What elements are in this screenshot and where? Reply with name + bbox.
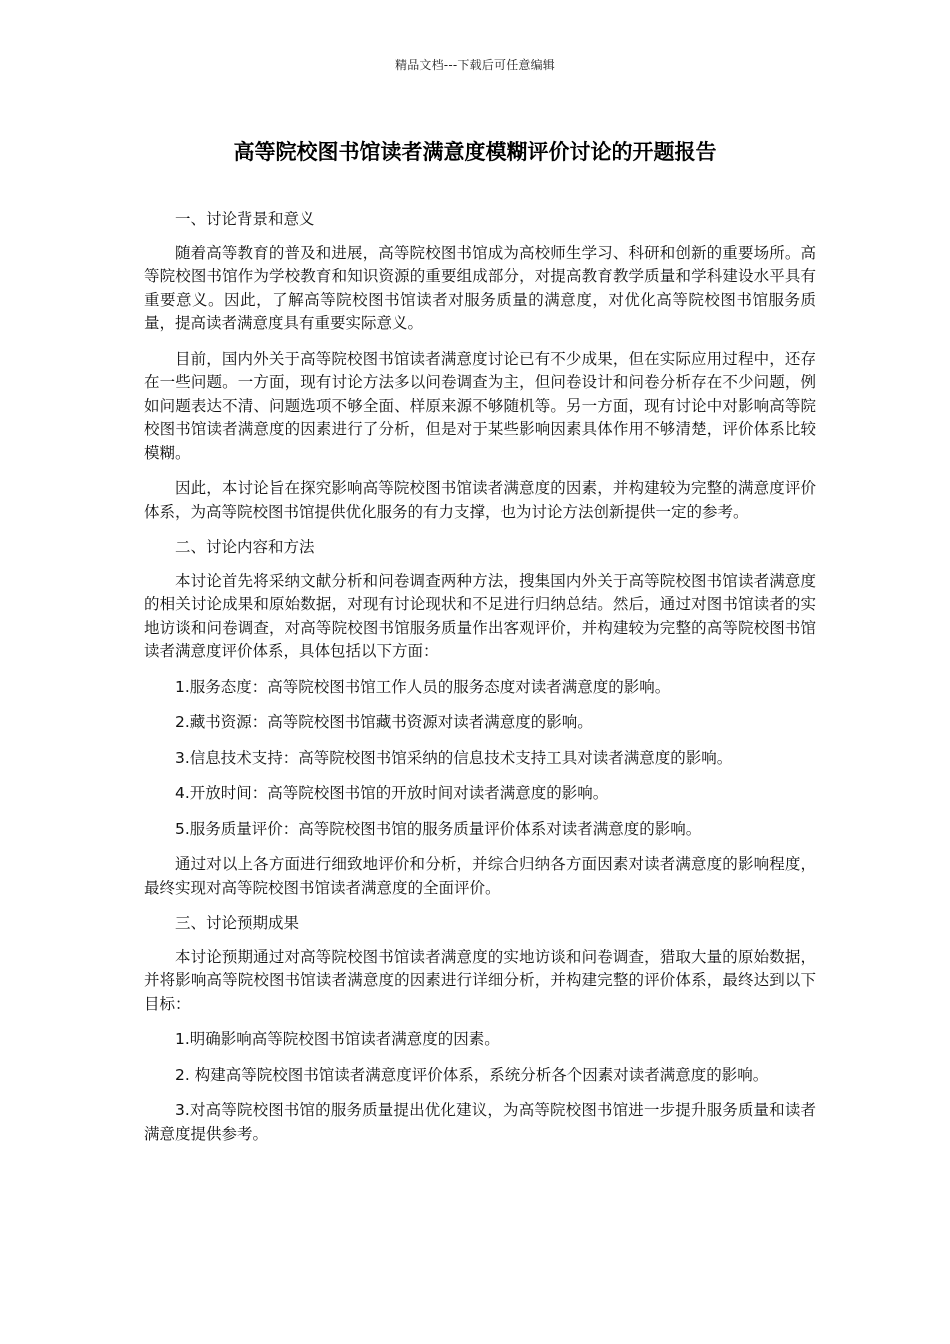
list-item-goal-1: 1.明确影响高等院校图书馆读者满意度的因素。: [175, 1030, 500, 1048]
paragraph-3: 因此，本讨论旨在探究影响高等院校图书馆读者满意度的因素，并构建较为完整的满意度评价体系，为高等院校图书馆提供优化服务的有力支撑，也为讨论方法创新提供一定的参考。: [144, 479, 816, 521]
paragraph-6: 本讨论预期通过对高等院校图书馆读者满意度的实地访谈和问卷调查，猎取大量的原始数据，并将影响高等院校图书馆读者满意度的因素进行详细分析，并构建完整的评价体系，最终达到以下目标：: [144, 947, 816, 1013]
paragraph-4: 本讨论首先将采纳文献分析和问卷调查两种方法，搜集国内外关于高等院校图书馆读者满意度的相关讨论成果和原始数据，对现有讨论现状和不足进行归纳总结。然后，通过对图书馆读者的实地访谈和问卷调查，对高等院校图书馆服务质量作出客观评价，并构建较为完整的高等院校图书馆读者满意度评价体系，具体包括以下方面：: [144, 571, 816, 660]
section-heading-2: 二、讨论内容和方法: [175, 538, 315, 556]
document-title: 高等院校图书馆读者满意度模糊评价讨论的开题报告: [233, 140, 717, 164]
section-heading-1: 一、讨论背景和意义: [175, 210, 315, 228]
list-item-quality-evaluation: 5.服务质量评价：高等院校图书馆的服务质量评价体系对读者满意度的影响。: [175, 819, 702, 838]
list-item-goal-2: 2. 构建高等院校图书馆读者满意度评价体系，系统分析各个因素对读者满意度的影响。: [175, 1065, 769, 1084]
document-body: [144, 208, 816, 1158]
list-item-it-support: 3.信息技术支持：高等院校图书馆采纳的信息技术支持工具对读者满意度的影响。: [175, 748, 733, 767]
section-heading-3: 三、讨论预期成果: [175, 914, 300, 932]
list-item-service-attitude: 1.服务态度：高等院校图书馆工作人员的服务态度对读者满意度的影响。: [175, 677, 671, 696]
header-note: 精品文档---下载后可任意编辑: [395, 58, 555, 72]
paragraph-2: 目前，国内外关于高等院校图书馆读者满意度讨论已有不少成果，但在实际应用过程中，还存在一些问题。一方面，现有讨论方法多以问卷调查为主，但问卷设计和问卷分析存在不少问题，例如问题表达不清、问题选项不够全面、样原来源不够随机等。另一方面，现有讨论中对影响高等院校图书馆读者满意度的因素进行了分析，但是对于某些影响因素具体作用不够清楚，评价体系比较模糊。: [144, 349, 816, 462]
paragraph-5: 通过对以上各方面进行细致地评价和分析，并综合归纳各方面因素对读者满意度的影响程度，最终实现对高等院校图书馆读者满意度的全面评价。: [144, 855, 816, 897]
list-item-collection: 2.藏书资源：高等院校图书馆藏书资源对读者满意度的影响。: [175, 713, 593, 731]
list-item-goal-3: 3.对高等院校图书馆的服务质量提出优化建议，为高等院校图书馆进一步提升服务质量和读者满意度提供参考。: [144, 1101, 816, 1143]
paragraph-1: 随着高等教育的普及和进展，高等院校图书馆成为高校师生学习、科研和创新的重要场所。高等院校图书馆作为学校教育和知识资源的重要组成部分，对提高教育教学质量和学科建设水平具有重要意义。因此，了解高等院校图书馆读者对服务质量的满意度，对优化高等院校图书馆服务质量，提高读者满意度具有重要实际意义。: [144, 243, 816, 332]
list-item-opening-hours: 4.开放时间：高等院校图书馆的开放时间对读者满意度的影响。: [175, 784, 609, 802]
